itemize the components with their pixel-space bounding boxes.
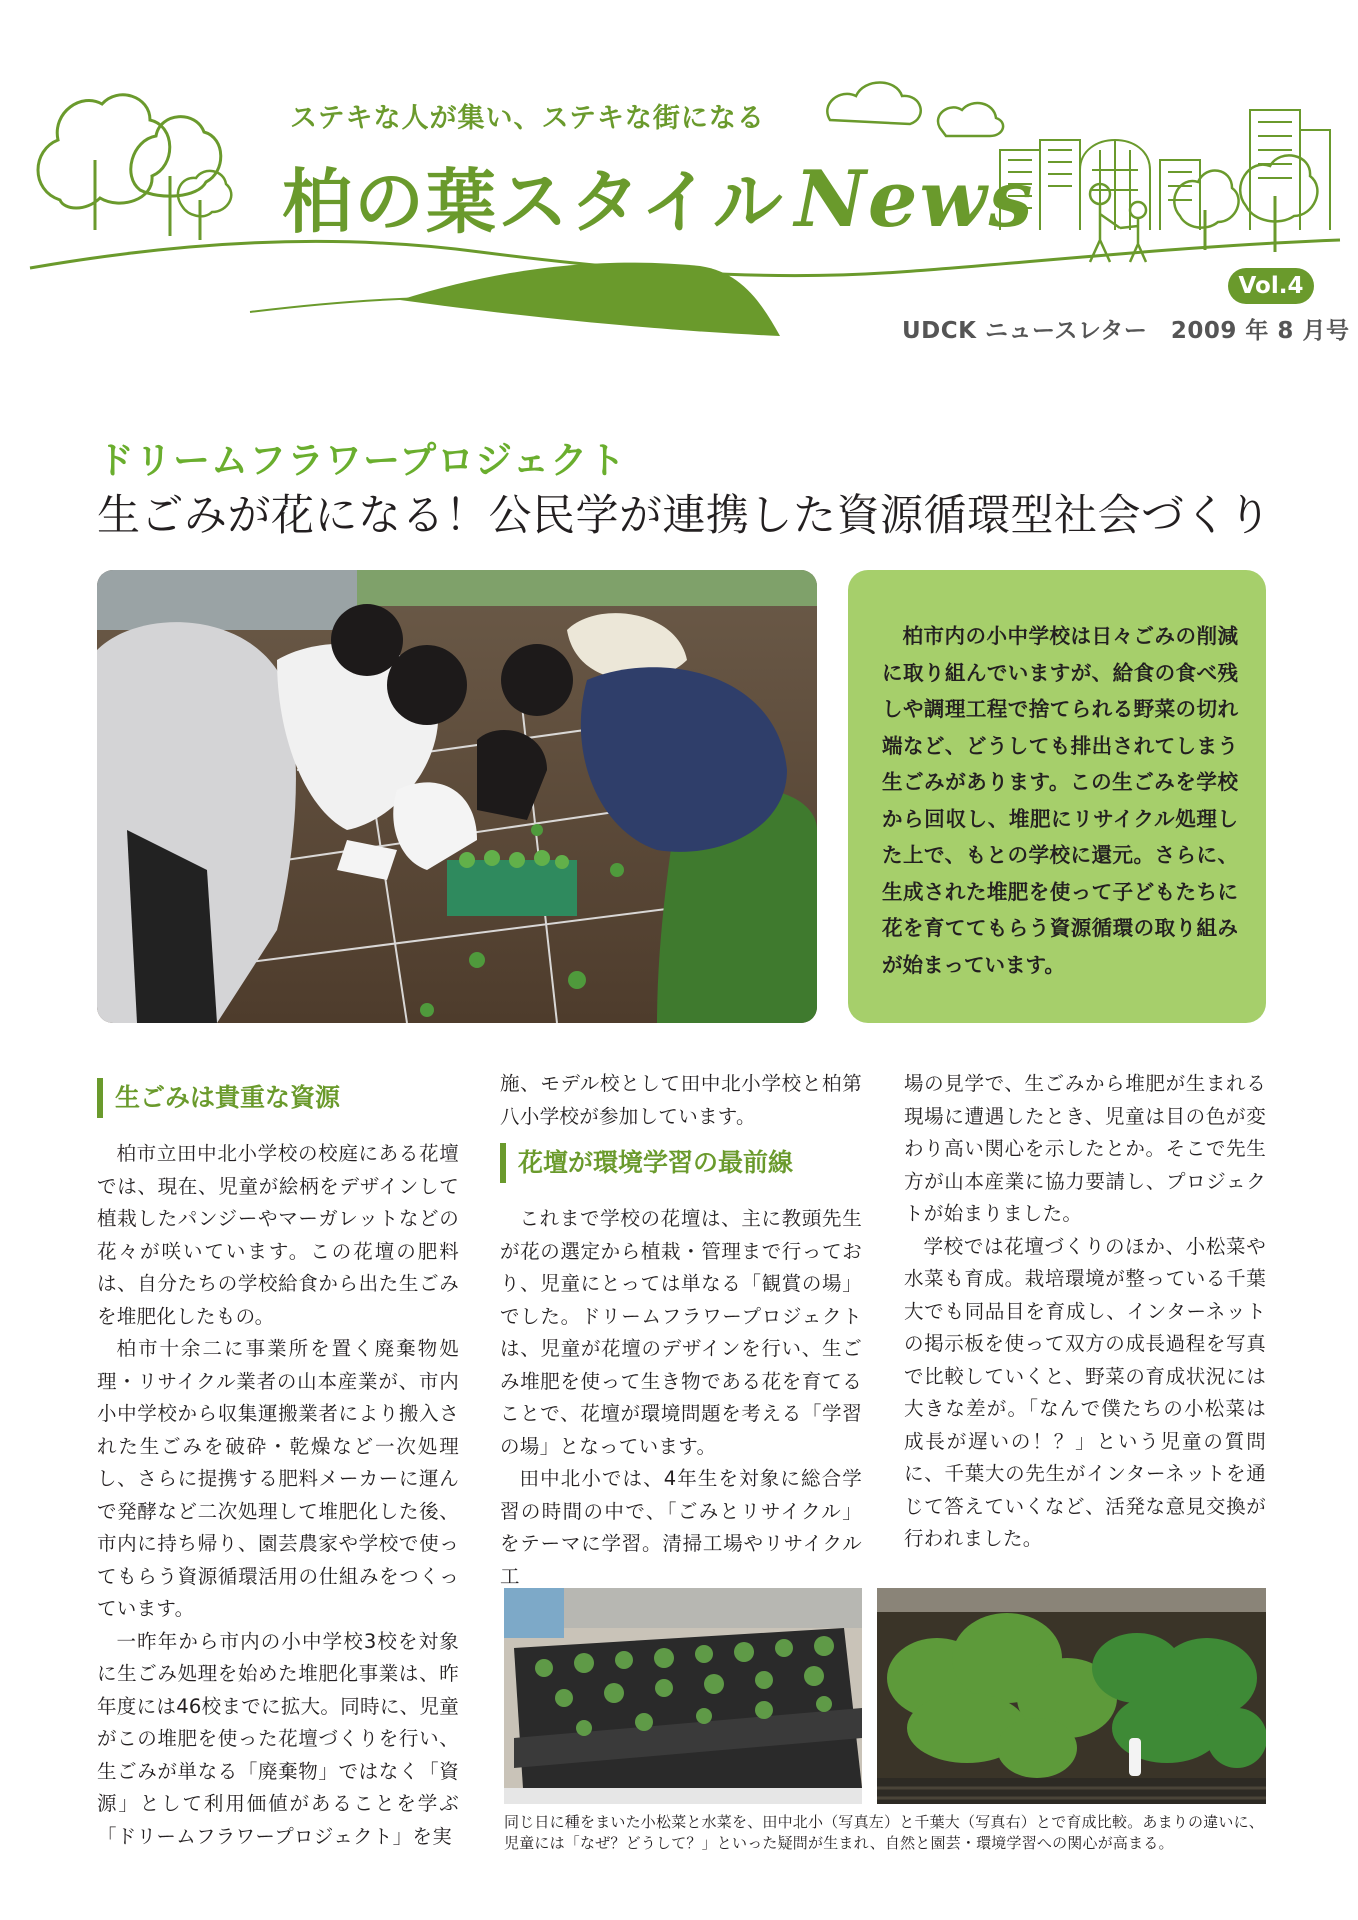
column-2 — [500, 1068, 862, 1593]
masthead-tagline: ステキな人が集い、ステキな街になる — [290, 103, 765, 134]
photo-caption: 同じ日に種をまいた小松菜と水菜を、田中北小（写真左）と千葉大（写真右）とで育成比較。あまりの違いに、児童には「なぜ？どうして？」といった疑問が生まれ、自然と園芸・環境学習への関心が高まる。 — [504, 1813, 1265, 1852]
masthead-title-jp: 柏の葉スタイル — [282, 161, 785, 243]
article-kicker: ドリームフラワープロジェクト — [97, 439, 627, 482]
paragraph-continued: 場の見学で、生ごみから堆肥が生まれる現場に遭遇したとき、児童は目の色が変わり高い関心を示したとか。そこで先生方が山本産業に協力要請し、プロジェクトが始まりました。 — [904, 1072, 1266, 1225]
paragraph: 柏市十余二に事業所を置く廃棄物処理・リサイクル業者の山本産業が、市内小中学校から収集運搬業者により搬入された生ごみを破砕・乾燥など一次処理し、さらに提携する肥料メーカーに運んで発酵など二次処理して堆肥化した後、市内に持ち帰り、園芸農家や学校で使ってもらう資源循環活用の仕組みをつくっています。 — [97, 1337, 459, 1620]
lead-box — [848, 570, 1266, 1023]
hero-photo-children-planting — [97, 570, 817, 1023]
masthead — [0, 0, 1358, 360]
article-headline: 生ごみが花になる！公民学が連携した資源循環型社会づくり — [97, 491, 1272, 541]
volume-badge: Vol.4 — [1228, 268, 1314, 304]
masthead-title-news: News — [794, 154, 1035, 245]
section-heading-environment-learning: 花壇が環境学習の最前線 — [500, 1143, 862, 1183]
paragraph: 田中北小では、4年生を対象に総合学習の時間の中で、「ごみとリサイクル」をテーマに学習。清掃工場やリサイクル工 — [500, 1467, 862, 1588]
column-1 — [97, 1068, 459, 1853]
paragraph-continued: 施、モデル校として田中北小学校と柏第八小学校が参加しています。 — [500, 1072, 862, 1128]
photo-seedlings-chiba-univ — [877, 1588, 1266, 1804]
lead-text: 柏市内の小中学校は日々ごみの削減に取り組んでいますが、給食の食べ残しや調理工程で捨てられる野菜の切れ端など、どうしても排出されてしまう生ごみがあります。この生ごみを学校から回収し、堆肥にリサイクル処理した上で、もとの学校に還元。さらに、生成された堆肥を使って子どもたちに花を育ててもらう資源循環の取り組みが始まっています。 — [882, 624, 1238, 977]
photo-seedlings-tanakakita — [504, 1588, 862, 1804]
masthead-title — [282, 146, 1035, 247]
issue-line: UDCK ニュースレター 2009 年 8 月号 — [902, 318, 1350, 344]
paragraph: 柏市立田中北小学校の校庭にある花壇では、現在、児童が絵柄をデザインして植栽したパンジーやマーガレットなどの花々が咲いています。この花壇の肥料は、自分たちの学校給食から出た生ごみを堆肥化したもの。 — [97, 1142, 459, 1328]
paragraph: これまで学校の花壇は、主に教頭先生が花の選定から植栽・管理まで行っており、児童にとっては単なる「観賞の場」でした。ドリームフラワープロジェクトは、児童が花壇のデザインを行い、生ごみ堆肥を使って生き物である花を育てることで、花壇が環境問題を考える「学習の場」となっています。 — [500, 1207, 862, 1458]
paragraph: 一昨年から市内の小中学校3校を対象に生ごみ処理を始めた堆肥化事業は、昨年度には46校までに拡大。同時に、児童がこの堆肥を使った花壇づくりを行い、生ごみが単なる「廃棄物」ではなく「資源」として利用価値があることを学ぶ「ドリームフラワープロジェクト」を実 — [97, 1629, 460, 1848]
paragraph: 学校では花壇づくりのほか、小松菜や水菜も育成。栽培環境が整っている千葉大でも同品目を育成し、インターネットの掲示板を使って双方の成長過程を写真で比較していくと、野菜の育成状況には大きな差が。「なんで僕たちの小松菜は成長が遅いの！？」という児童の質問に、千葉大の先生がインターネットを通じて答えていくなど、活発な意見交換が行われました。 — [904, 1234, 1266, 1550]
column-3 — [904, 1068, 1266, 1556]
section-heading-resources: 生ごみは貴重な資源 — [97, 1078, 459, 1118]
